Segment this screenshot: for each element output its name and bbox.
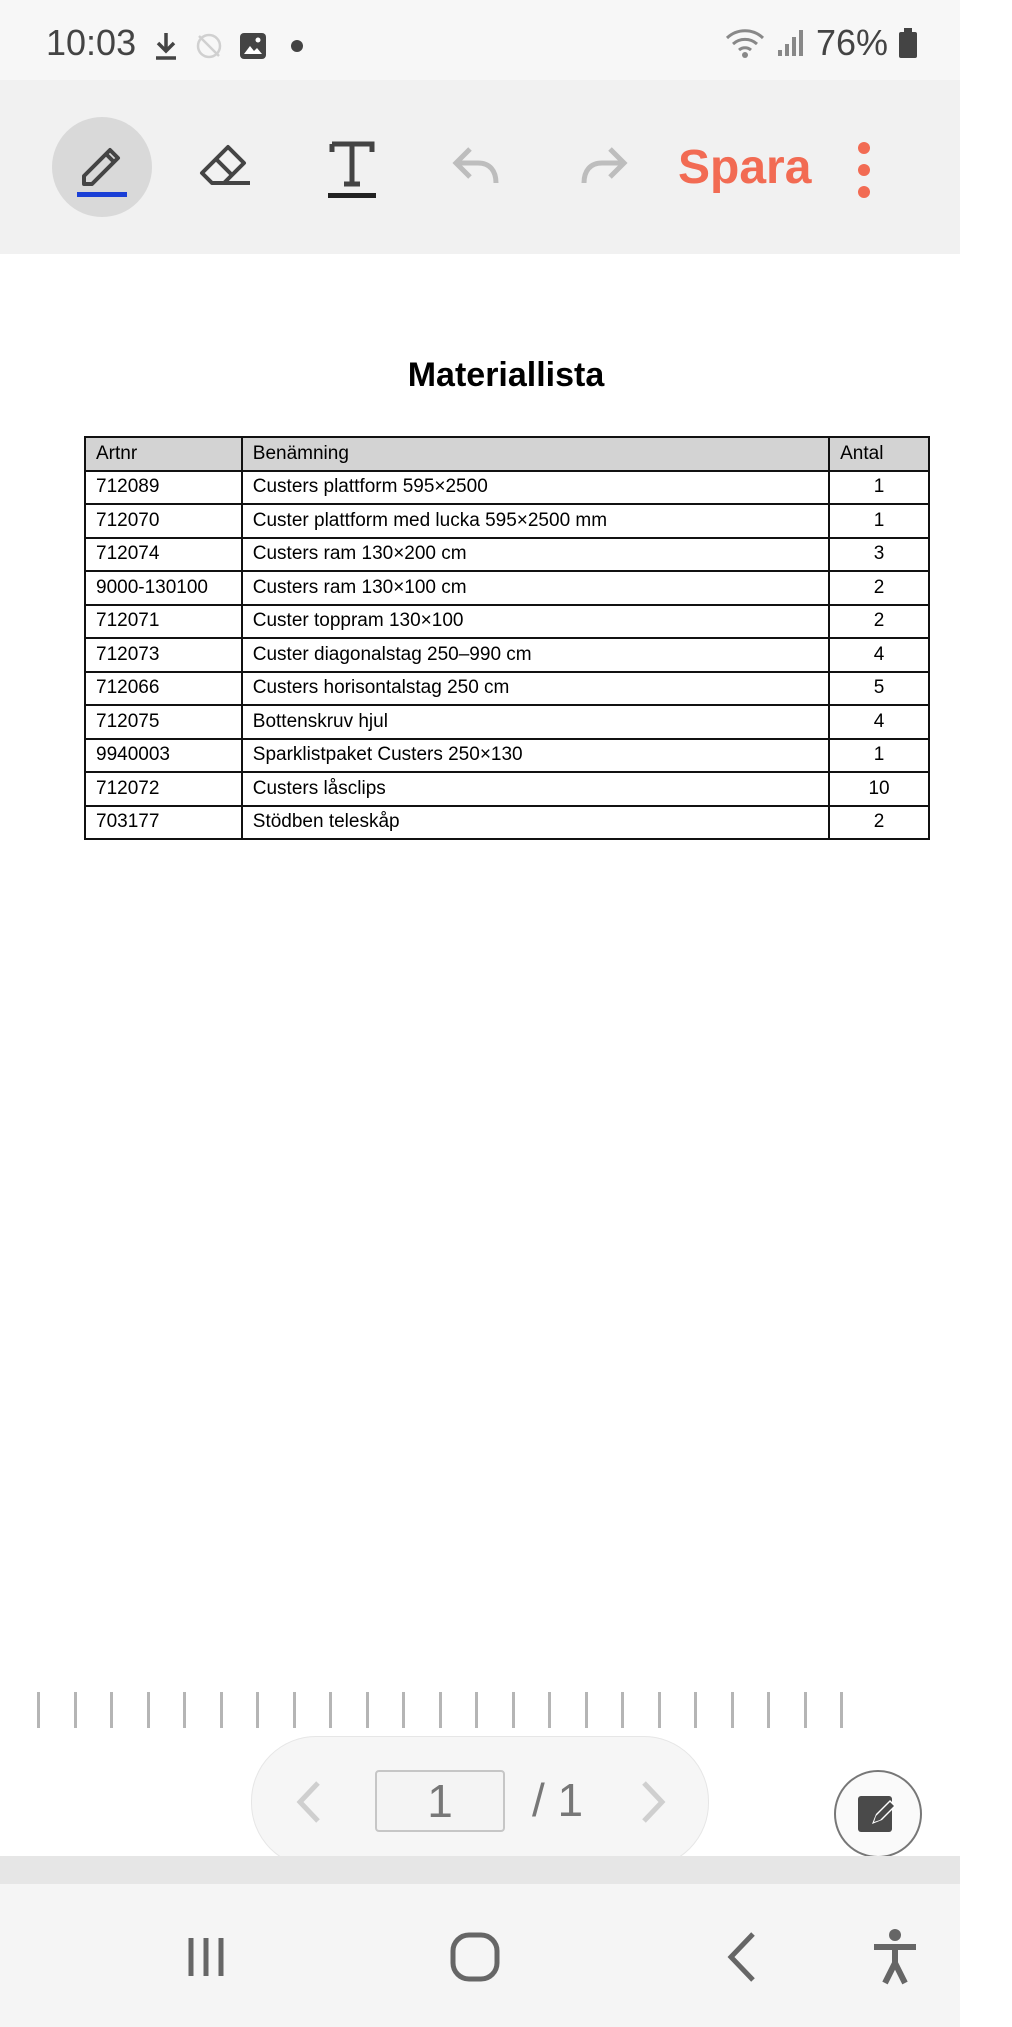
cell-antal: 2	[829, 571, 929, 605]
save-button-label: Spara	[678, 141, 812, 194]
signal-icon	[776, 28, 806, 58]
more-options-icon	[858, 142, 870, 154]
accessibility-button[interactable]	[860, 1922, 930, 1992]
back-icon	[723, 1930, 763, 1984]
undo-icon	[448, 137, 508, 197]
ruler-tick	[439, 1692, 442, 1728]
previous-page-button[interactable]	[290, 1777, 330, 1827]
battery-icon	[898, 27, 918, 59]
cell-artnr: 703177	[85, 806, 242, 840]
cell-artnr: 712066	[85, 672, 242, 706]
page-total: / 1	[532, 1774, 584, 1826]
cell-antal: 3	[829, 538, 929, 572]
cell-benamning: Custer toppram 130×100	[242, 605, 829, 639]
eraser-icon	[194, 137, 258, 197]
ruler-tick	[840, 1692, 843, 1728]
sync-off-icon	[194, 31, 224, 61]
column-header-benamning: Benämning	[242, 437, 829, 471]
edit-document-button[interactable]	[834, 1770, 922, 1858]
table-row	[85, 772, 929, 806]
pen-color-indicator	[77, 192, 127, 197]
status-icons-right	[724, 22, 918, 64]
ruler-tick	[585, 1692, 588, 1728]
save-button[interactable]	[678, 138, 812, 198]
wifi-icon	[724, 26, 766, 60]
table-row	[85, 806, 929, 840]
table-row	[85, 504, 929, 538]
bottom-divider	[0, 1856, 960, 1884]
ruler-tick	[329, 1692, 332, 1728]
table-row	[85, 638, 929, 672]
cell-artnr: 712074	[85, 538, 242, 572]
text-tool-button[interactable]	[302, 117, 402, 217]
home-icon	[448, 1930, 502, 1984]
cell-artnr: 9000-130100	[85, 571, 242, 605]
cell-antal: 2	[829, 605, 929, 639]
ruler-tick	[110, 1692, 113, 1728]
cell-artnr: 712070	[85, 504, 242, 538]
page-navigator	[251, 1736, 709, 1868]
status-time: 10:03	[46, 22, 137, 63]
cell-antal: 5	[829, 672, 929, 706]
ruler-tick	[74, 1692, 77, 1728]
table-row	[85, 538, 929, 572]
eraser-tool-button[interactable]	[176, 117, 276, 217]
cell-antal: 2	[829, 806, 929, 840]
ruler-tick	[402, 1692, 405, 1728]
document-title: Materiallista	[407, 356, 605, 394]
status-icons-left	[152, 30, 312, 62]
cell-benamning: Custers ram 130×100 cm	[242, 571, 829, 605]
ruler-tick	[731, 1692, 734, 1728]
recents-button[interactable]	[171, 1922, 241, 1992]
notification-dot-icon	[282, 31, 312, 61]
cell-artnr: 712075	[85, 705, 242, 739]
column-header-artnr: Artnr	[85, 437, 242, 471]
cell-benamning: Custer plattform med lucka 595×2500 mm	[242, 504, 829, 538]
undo-button[interactable]	[428, 117, 528, 217]
ruler-tick	[658, 1692, 661, 1728]
cell-benamning: Bottenskruv hjul	[242, 705, 829, 739]
table-row	[85, 672, 929, 706]
ruler-tick	[183, 1692, 186, 1728]
cell-antal: 4	[829, 638, 929, 672]
status-bar	[0, 0, 960, 80]
text-icon	[322, 132, 382, 202]
ruler-tick	[694, 1692, 697, 1728]
redo-button[interactable]	[552, 117, 652, 217]
cell-benamning: Custer diagonalstag 250–990 cm	[242, 638, 829, 672]
battery-percentage: 76%	[815, 22, 888, 63]
edit-document-icon	[854, 1790, 902, 1838]
redo-icon	[572, 137, 632, 197]
cell-benamning: Custers horisontalstag 250 cm	[242, 672, 829, 706]
chevron-left-icon	[290, 1777, 330, 1827]
cell-artnr: 712073	[85, 638, 242, 672]
pen-icon	[72, 132, 132, 202]
ruler-tick	[621, 1692, 624, 1728]
ruler-tick	[366, 1692, 369, 1728]
table-row	[85, 471, 929, 505]
image-icon	[238, 31, 268, 61]
cell-benamning: Sparklistpaket Custers 250×130	[242, 739, 829, 773]
ruler-tick	[37, 1692, 40, 1728]
cell-artnr: 712071	[85, 605, 242, 639]
ruler-tick	[256, 1692, 259, 1728]
column-header-antal: Antal	[829, 437, 929, 471]
cell-benamning: Custers ram 130×200 cm	[242, 538, 829, 572]
table-row	[85, 705, 929, 739]
table-row	[85, 739, 929, 773]
ruler-tick	[475, 1692, 478, 1728]
cell-benamning: Custers låsclips	[242, 772, 829, 806]
recents-icon	[181, 1932, 231, 1982]
table-row	[85, 605, 929, 639]
table-header-row	[85, 437, 929, 471]
page-number-input[interactable]	[375, 1770, 505, 1832]
materials-table	[84, 436, 930, 840]
table-row	[85, 571, 929, 605]
ruler-tick	[512, 1692, 515, 1728]
cell-antal: 1	[829, 471, 929, 505]
cell-artnr: 712072	[85, 772, 242, 806]
download-icon	[152, 30, 180, 62]
accessibility-icon	[868, 1927, 922, 1987]
ruler-tick	[293, 1692, 296, 1728]
home-button[interactable]	[440, 1922, 510, 1992]
cell-benamning: Stödben teleskåp	[242, 806, 829, 840]
system-navigation-bar	[0, 1884, 960, 2027]
chevron-right-icon	[632, 1777, 672, 1827]
ruler-tick	[767, 1692, 770, 1728]
cell-benamning: Custers plattform 595×2500	[242, 471, 829, 505]
ruler-tick	[147, 1692, 150, 1728]
scroll-ruler	[37, 1692, 857, 1728]
next-page-button[interactable]	[632, 1777, 672, 1827]
editor-toolbar	[0, 80, 960, 254]
cell-artnr: 712089	[85, 471, 242, 505]
back-button[interactable]	[708, 1922, 778, 1992]
cell-antal: 1	[829, 504, 929, 538]
cell-antal: 4	[829, 705, 929, 739]
cell-artnr: 9940003	[85, 739, 242, 773]
cell-antal: 1	[829, 739, 929, 773]
pen-tool-button[interactable]	[52, 117, 152, 217]
ruler-tick	[220, 1692, 223, 1728]
ruler-tick	[548, 1692, 551, 1728]
more-options-button[interactable]	[844, 120, 884, 220]
cell-antal: 10	[829, 772, 929, 806]
ruler-tick	[804, 1692, 807, 1728]
